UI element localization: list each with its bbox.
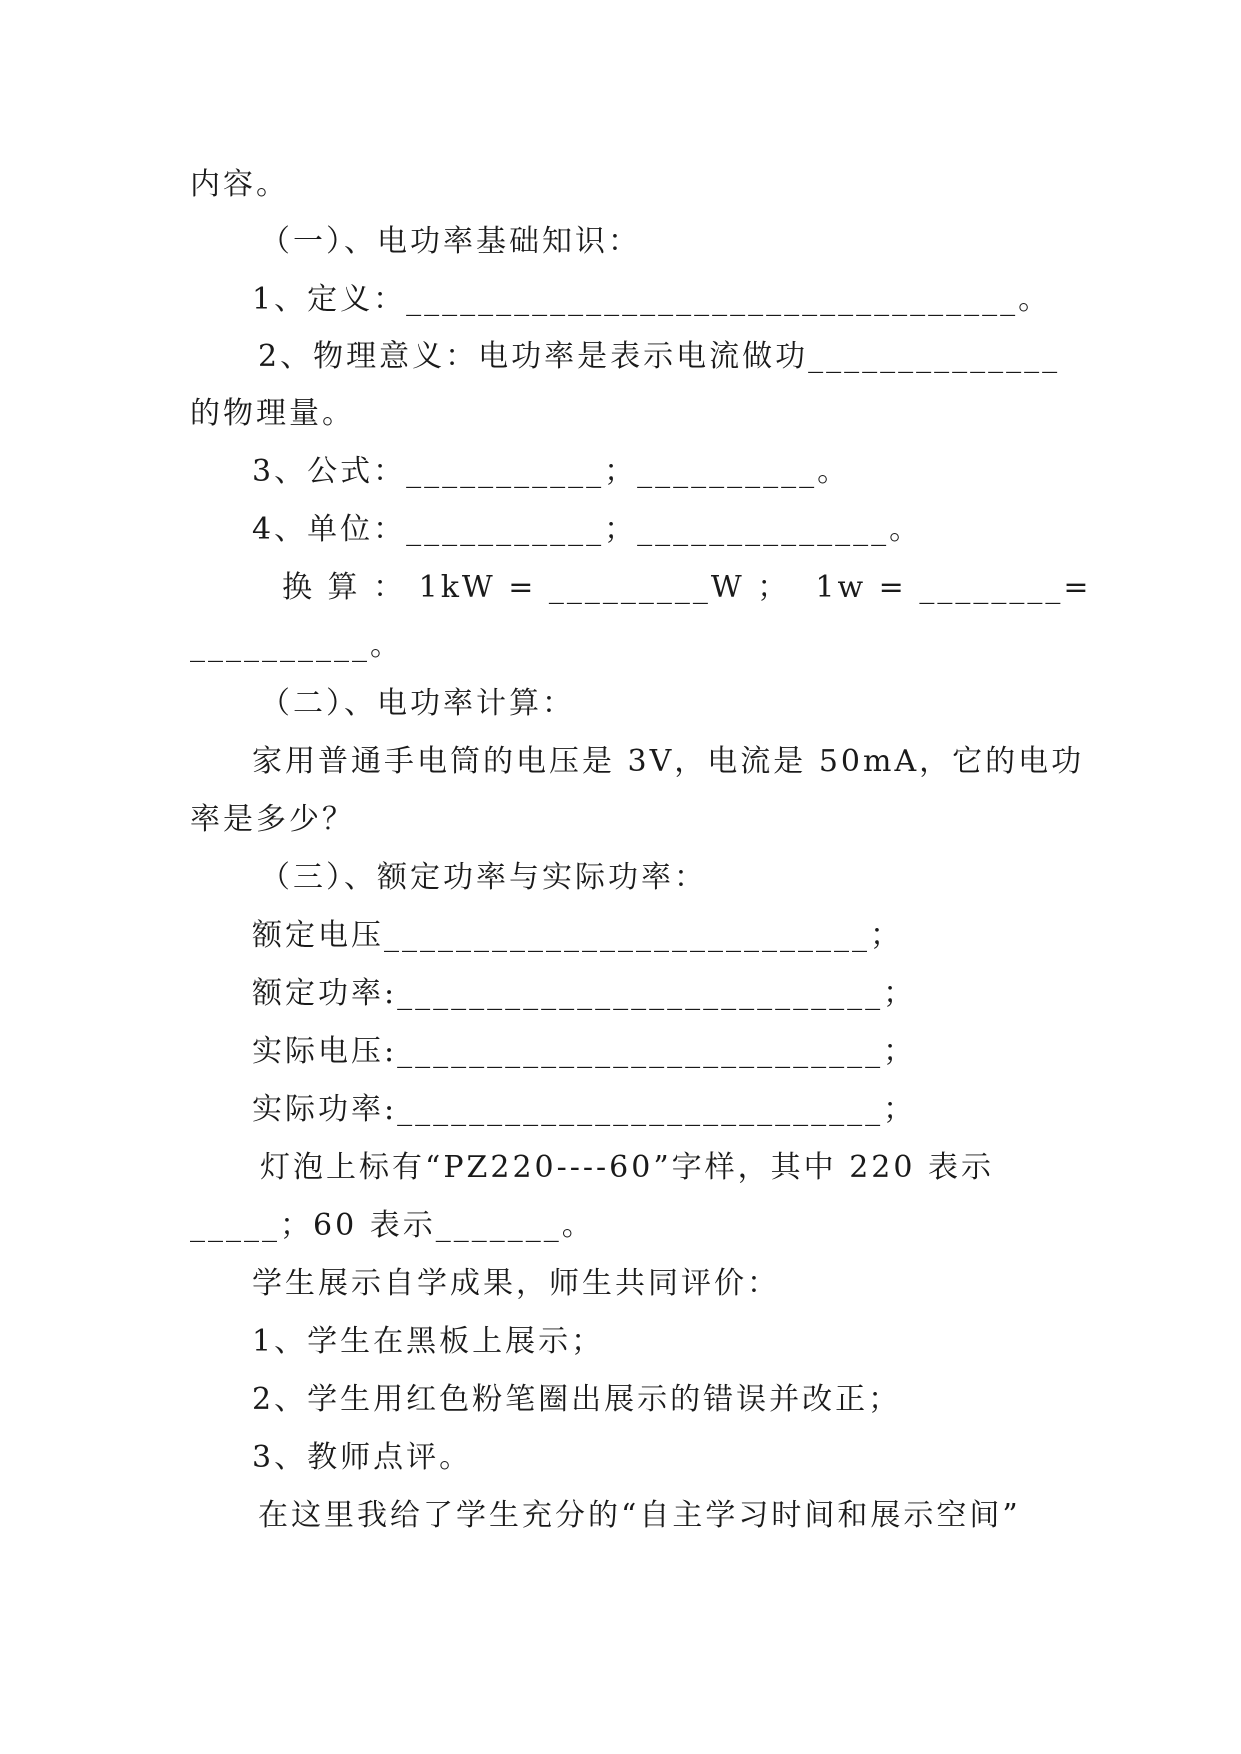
text-line-step-3: 3、教师点评。 xyxy=(252,1440,473,1475)
text-line-student-display: 学生展示自学成果，师生共同评价： xyxy=(252,1266,780,1301)
text-line-conversion-cont: __________。 xyxy=(190,628,403,663)
text-line-1: 内容。 xyxy=(190,167,289,202)
text-line-actual-power: 实际功率:___________________________； xyxy=(252,1092,917,1127)
text-line-unit: 4、单位：___________；______________。 xyxy=(252,512,923,547)
text-line-bulb-label: 灯泡上标有“PZ220----60”字样，其中 220 表示 xyxy=(260,1150,995,1185)
text-line-flashlight-cont: 率是多少？ xyxy=(190,802,355,837)
text-line-physical-quantity: 的物理量。 xyxy=(190,396,355,431)
section-heading-1: （一）、电功率基础知识： xyxy=(260,224,641,259)
text-line-conversion: 换 算 ： 1kW = _________W ； 1w = ________= xyxy=(282,570,1092,605)
text-line-rated-voltage: 额定电压___________________________； xyxy=(252,918,903,953)
text-line-bulb-label-cont: _____；60 表示_______。 xyxy=(190,1208,595,1243)
text-line-physical-meaning: 2、物理意义：电功率是表示电流做功______________ xyxy=(258,339,1061,374)
text-line-step-2: 2、学生用红色粉笔圈出展示的错误并改正； xyxy=(252,1382,902,1417)
text-line-step-1: 1、学生在黑板上展示； xyxy=(252,1324,605,1359)
text-line-formula: 3、公式：___________；__________。 xyxy=(252,454,851,489)
text-line-flashlight: 家用普通手电筒的电压是 3V，电流是 50mA，它的电功 xyxy=(252,744,1085,779)
section-heading-2: （二）、电功率计算： xyxy=(260,686,575,721)
text-line-actual-voltage: 实际电压:___________________________； xyxy=(252,1034,917,1069)
section-heading-3: （三）、额定功率与实际功率： xyxy=(260,860,707,895)
text-line-definition: 1、定义：__________________________________。 xyxy=(252,282,1052,317)
text-line-rated-power: 额定功率:___________________________； xyxy=(252,976,917,1011)
text-line-closing: 在这里我给了学生充分的“自主学习时间和展示空间” xyxy=(258,1498,1021,1533)
